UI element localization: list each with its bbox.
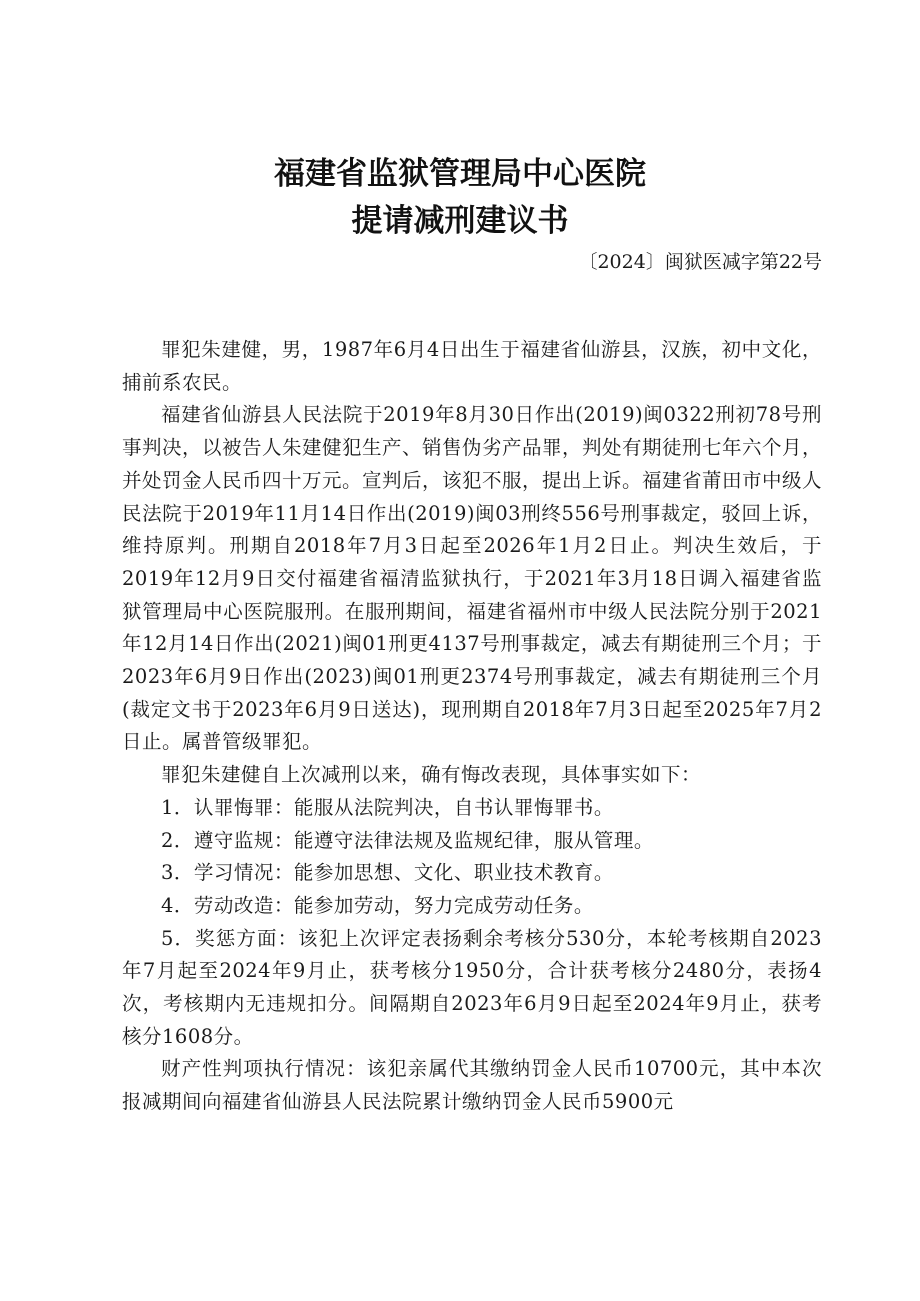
document-body: [122, 334, 822, 1119]
paragraph-sentence-history: 福建省仙游县人民法院于2019年8月30日作出(2019)闽0322刑初78号刑事判决，以被告人朱建健犯生产、销售伪劣产品罪，判处有期徒刑七年六个月，并处罚金人民币四十万元。宣判后，该犯不服，提出上诉。福建省莆田市中级人民法院于2019年11月14日作出(2019)闽03刑终556号刑事裁定，驳回上诉，维持原判。刑期自2018年7月3日起至2026年1月2日止。判决生效后，于2019年12月9日交付福建省福清监狱执行，于2021年3月18日调入福建省监狱管理局中心医院服刑。在服刑期间，福建省福州市中级人民法院分别于2021年12月14日作出(2021)闽01刑更4137号刑事裁定，减去有期徒刑三个月；于2023年6月9日作出(2023)闽01刑更2374号刑事裁定，减去有期徒刑三个月(裁定文书于2023年6月9日送达)，现刑期自2018年7月3日起至2025年7月2日止。属普管级罪犯。: [122, 403, 823, 754]
document-title-org: 福建省监狱管理局中心医院: [274, 156, 646, 192]
paragraph-item-5: 5．奖惩方面：该犯上次评定表扬剩余考核分530分，本轮考核期自2023年7月起至2024年9月止，获考核分1950分，合计获考核分2480分，表扬4次，考核期内无违规扣分。间隔期自2023年6月9日起至2024年9月止，获考核分1608分。: [122, 926, 822, 1048]
paragraph-item-4: 4．劳动改造：能参加劳动，努力完成劳动任务。: [161, 893, 594, 917]
paragraph-property-execution: 财产性判项执行情况：该犯亲属代其缴纳罚金人民币10700元，其中本次报减期间向福建省仙游县人民法院累计缴纳罚金人民币5900元: [122, 1057, 822, 1114]
document-title-type: 提请减刑建议书: [351, 203, 569, 239]
paragraph-item-2: 2．遵守监规：能遵守法律法规及监规纪律，服从管理。: [161, 828, 654, 852]
paragraph-item-3: 3．学习情况：能参加思想、文化、职业技术教育。: [161, 861, 614, 885]
document-number: 〔2024〕闽狱医减字第22号: [578, 251, 822, 273]
paragraph-repentance-intro: 罪犯朱建健自上次减刑以来，确有悔改表现，具体事实如下：: [161, 763, 702, 787]
paragraph-item-1: 1．认罪悔罪：能服从法院判决，自书认罪悔罪书。: [161, 795, 614, 819]
paragraph-personal-info: 罪犯朱建健，男，1987年6月4日出生于福建省仙游县，汉族，初中文化，捕前系农民。: [122, 338, 822, 394]
